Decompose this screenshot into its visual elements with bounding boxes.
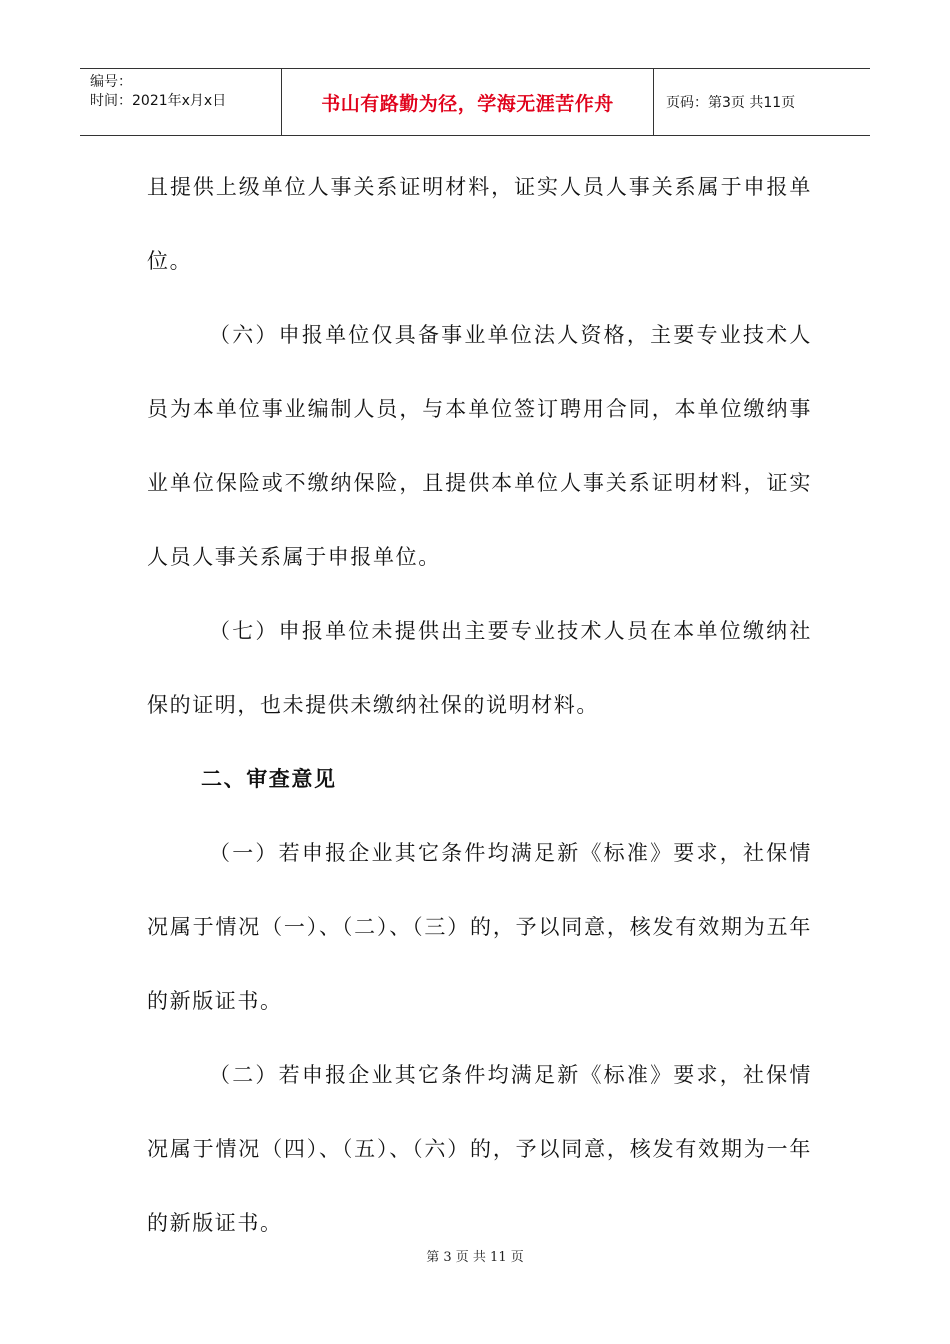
section-heading: 二、审查意见 [201,767,337,791]
paragraph-item-6: （六）申报单位仅具备事业单位法人资格，主要专业技术人员为本单位事业编制人员，与本单位签订聘用合同，本单位缴纳事业单位保险或不缴纳保险，且提供本单位人事关系证明材料，证实人员人事关系属于申报单位。 [147,323,812,569]
header-motto: 书山有路勤为径，学海无涯苦作舟 [321,92,614,115]
document-number-label: 编号： [90,74,132,90]
paragraph-item-7: （七）申报单位未提供出主要专业技术人员在本单位缴纳社保的证明，也未提供未缴纳社保的说明材料。 [147,619,812,717]
header-page-info: 页码：第3页 共11页 [666,95,796,111]
header-meta-cell [80,69,282,135]
paragraph-continuation: 且提供上级单位人事关系证明材料，证实人员人事关系属于申报单位。 [147,175,812,273]
paragraph-opinion-2: （二）若申报企业其它条件均满足新《标准》要求，社保情况属于情况（四）、（五）、（六）的，予以同意，核发有效期为一年的新版证书。 [147,1063,812,1235]
page-footer: 第 3 页 共 11 页 [426,1250,524,1265]
header-motto-cell [282,69,654,135]
document-body [147,150,812,1260]
document-time-label: 时间：2021年x月x日 [90,93,227,109]
page-header [80,68,870,136]
paragraph-opinion-1: （一）若申报企业其它条件均满足新《标准》要求，社保情况属于情况（一）、（二）、（三）的，予以同意，核发有效期为五年的新版证书。 [147,841,812,1013]
header-page-cell [654,69,870,135]
